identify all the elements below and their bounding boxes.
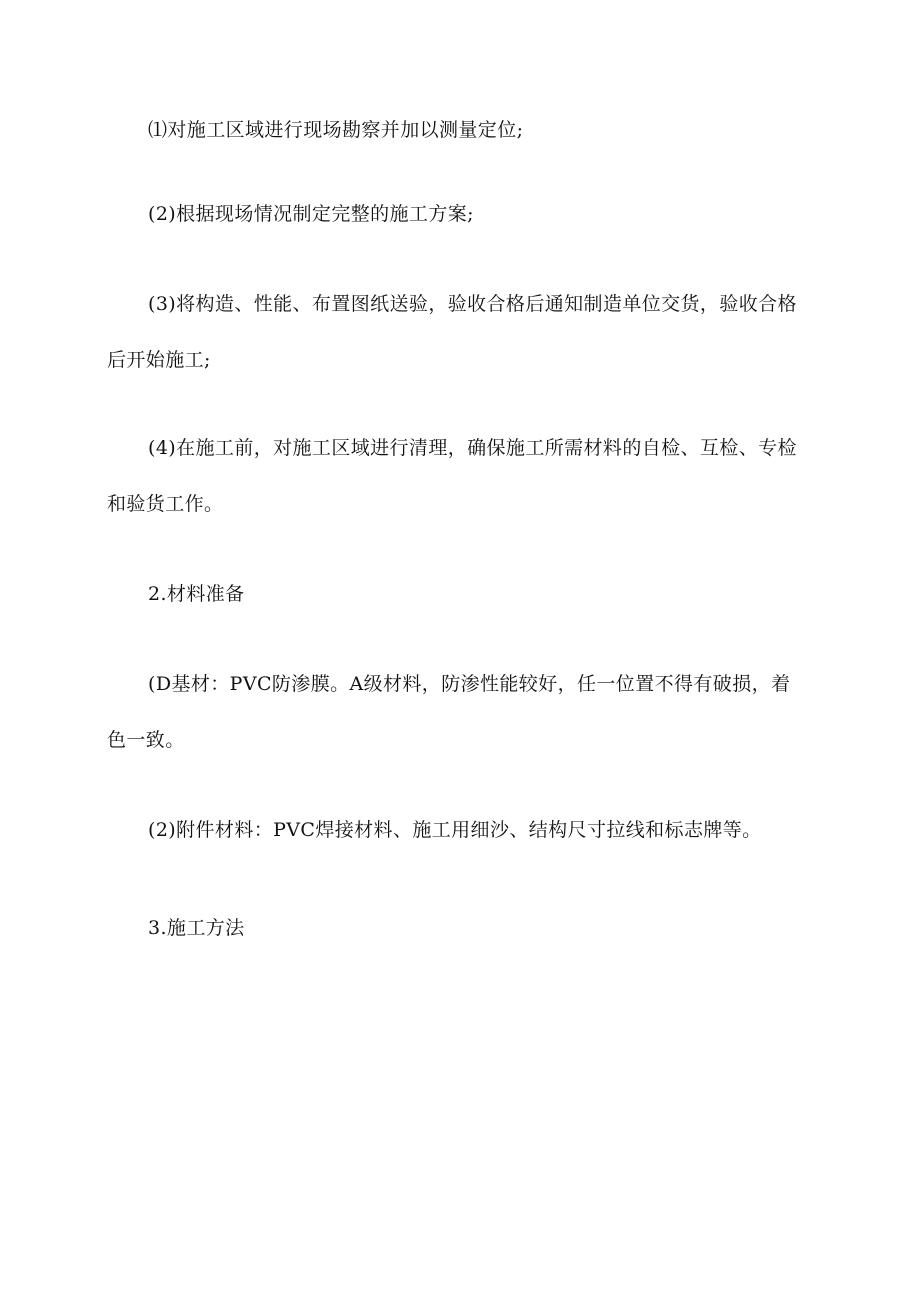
section-heading-methods: 3.施工方法 — [148, 917, 245, 939]
paragraph-accessory-materials: (2)附件材料：PVC焊接材料、施工用细沙、结构尺寸拉线和标志牌等。 — [148, 819, 762, 841]
paragraph-step-1: ⑴对施工区域进行现场勘察并加以测量定位; — [148, 119, 524, 141]
section-heading-materials: 2.材料准备 — [148, 583, 245, 605]
paragraph-base-material: (D基材：PVC防渗膜。A级材料，防渗性能较好，任一位置不得有破损，着色一致。 — [107, 673, 791, 751]
paragraph-step-3: (3)将构造、性能、布置图纸送验，验收合格后通知制造单位交货，验收合格后开始施工; — [107, 293, 797, 371]
paragraph-step-2: (2)根据现场情况制定完整的施工方案; — [148, 203, 474, 225]
paragraph-step-4: (4)在施工前，对施工区域进行清理，确保施工所需材料的自检、互检、专检和验货工作。 — [107, 437, 797, 515]
